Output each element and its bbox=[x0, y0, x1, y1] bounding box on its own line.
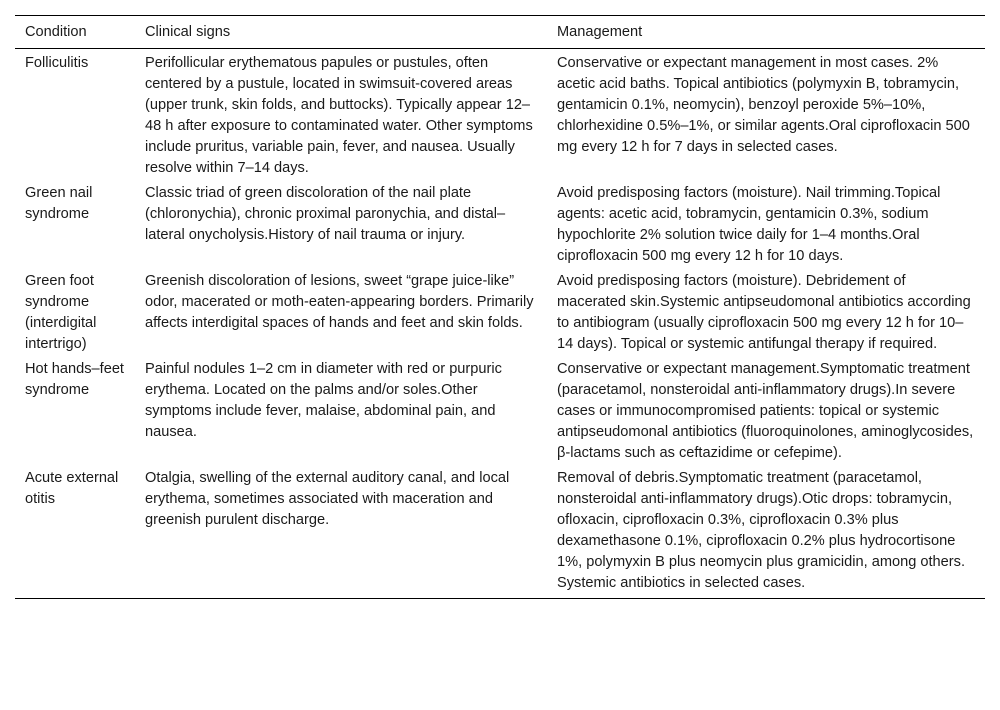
clinical-signs-cell: Painful nodules 1–2 cm in diameter with red or purpuric erythema. Located on the palms and/or soles.Other symptoms include fever, malaise, abdominal pain, and nausea. bbox=[145, 361, 502, 440]
management-cell: Avoid predisposing factors (moisture). Nail trimming.Topical agents: acetic acid, tobramycin, gentamicin 0.3%, sodium hypochlorite 2% solution twice daily for 1–4 months.Oral ciprofloxacin 500 mg every 12 h for 10 days. bbox=[557, 185, 941, 264]
management-cell: Conservative or expectant management.Symptomatic treatment (paracetamol, nonsteroidal anti-inflammatory drugs).In severe cases or immunocompromised patients: topical or systemic antipseudomonal antibiotics (fluoroquinolones, aminoglycosides, β-lactams such as ceftazidime or cefepime). bbox=[557, 361, 974, 461]
header-management: Management bbox=[557, 24, 643, 40]
condition-cell: Green nail syndrome bbox=[25, 185, 93, 222]
clinical-signs-cell: Perifollicular erythematous papules or pustules, often centered by a pustule, located in swimsuit-covered areas (upper trunk, skin folds, and buttocks). Typically appear 12–48 h after exposure to contaminated water. Other symptoms include pruritus, variable pain, fever, and nausea. Usually resolve within 7–14 days. bbox=[145, 55, 533, 176]
condition-cell: Hot hands–feet syndrome bbox=[25, 361, 124, 398]
header-clinical-signs: Clinical signs bbox=[145, 24, 231, 40]
table-row bbox=[15, 181, 985, 269]
management-cell: Removal of debris.Symptomatic treatment (paracetamol, nonsteroidal anti-inflammatory drugs).Otic drops: tobramycin, ofloxacin, ciprofloxacin 0.3%, ciprofloxacin 0.3% plus dexamethasone 0.1%, ciprofloxacin 0.2% plus hydrocortisone 1%, polymyxin B plus neomycin plus gramicidin, among others. Systemic antibiotics in selected cases. bbox=[557, 470, 965, 591]
management-cell: Avoid predisposing factors (moisture). Debridement of macerated skin.Systemic antipseudomonal antibiotics according to antibiogram (usually ciprofloxacin 500 mg every 12 h for 10–14 days). Topical or systemic antifungal therapy if required. bbox=[557, 273, 971, 352]
table-row bbox=[15, 466, 985, 599]
table-row bbox=[15, 49, 985, 182]
condition-cell: Green foot syndrome (interdigital intertrigo) bbox=[25, 273, 97, 352]
header-condition: Condition bbox=[25, 24, 87, 40]
management-cell: Conservative or expectant management in most cases. 2% acetic acid baths. Topical antibiotics (polymyxin B, tobramycin, gentamicin 0.1%, neomycin), benzoyl peroxide 5%–10%, chlorhexidine 0.5%–1%, or similar agents.Oral ciprofloxacin 500 mg every 12 h for 7 days in selected cases. bbox=[557, 55, 970, 155]
condition-cell: Folliculitis bbox=[25, 55, 89, 71]
clinical-signs-cell: Greenish discoloration of lesions, sweet “grape juice-like” odor, macerated or moth-eaten-appearing borders. Primarily affects interdigital spaces of hands and feet and skin folds. bbox=[145, 273, 534, 331]
table-row bbox=[15, 269, 985, 357]
clinical-table bbox=[15, 15, 985, 599]
clinical-table-container bbox=[15, 15, 985, 599]
condition-cell: Acute external otitis bbox=[25, 470, 119, 507]
table-header-row bbox=[15, 16, 985, 49]
clinical-signs-cell: Classic triad of green discoloration of the nail plate (chloronychia), chronic proximal paronychia, and distal–lateral onycholysis.History of nail trauma or injury. bbox=[145, 185, 506, 243]
clinical-signs-cell: Otalgia, swelling of the external auditory canal, and local erythema, sometimes associated with maceration and greenish purulent discharge. bbox=[145, 470, 510, 528]
table-row bbox=[15, 357, 985, 466]
